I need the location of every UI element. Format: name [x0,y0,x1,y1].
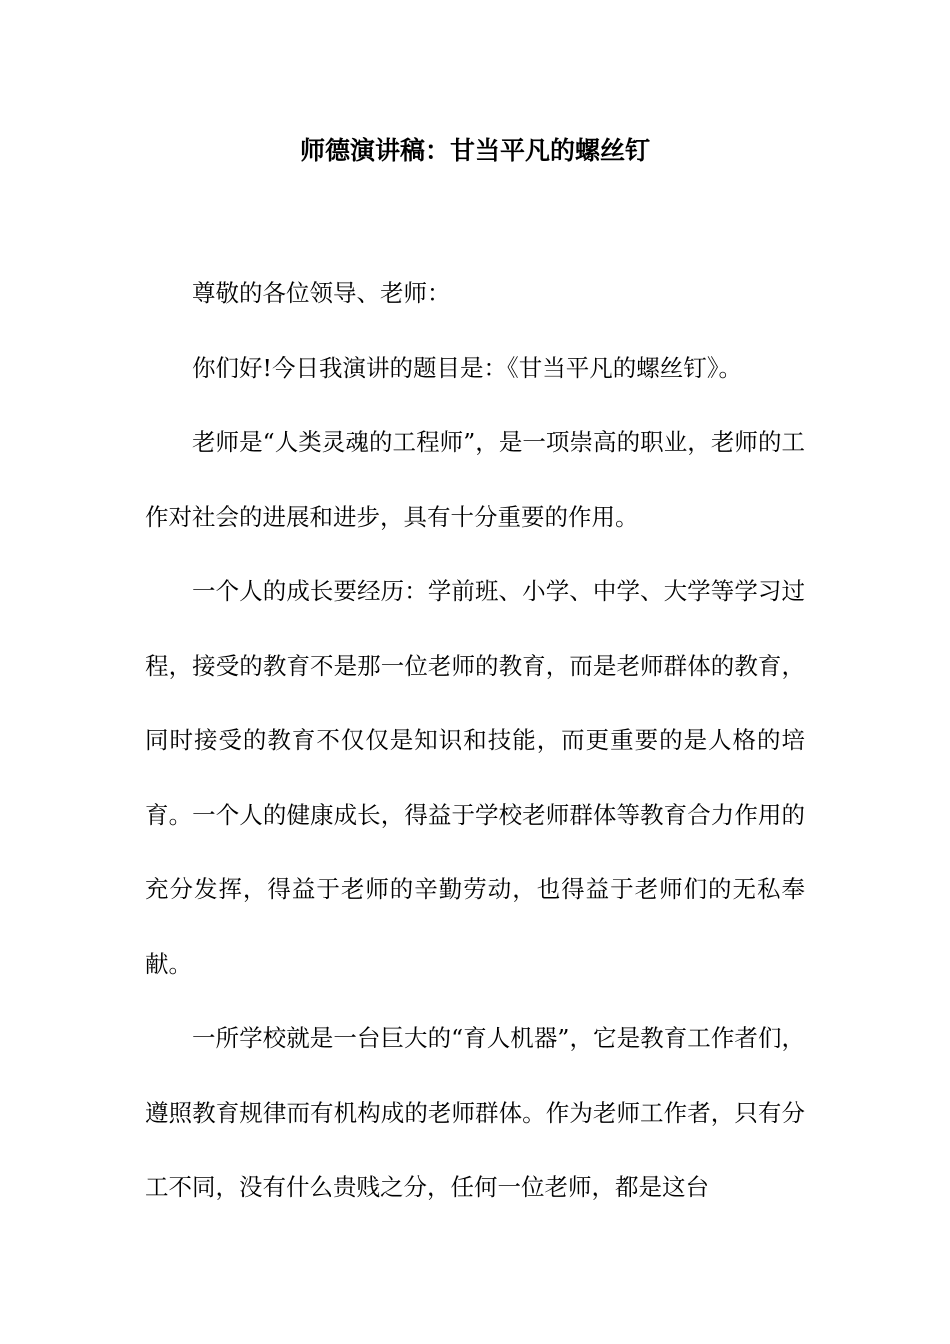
document-body [145,256,805,1225]
paragraph-growth: 一个人的成长要经历：学前班、小学、中学、大学等学习过程，接受的教育不是那一位老师的教育，而是老师群体的教育，同时接受的教育不仅仅是知识和技能，而更重要的是人格的培育。一个人的健康成长，得益于学校老师群体等教育合力作用的充分发挥，得益于老师的辛勤劳动，也得益于老师们的无私奉献。 [145,577,805,978]
paragraph-teacher-role: 老师是“人类灵魂的工程师”，是一项崇高的职业，老师的工作对社会的进展和进步，具有十分重要的作用。 [145,428,805,531]
paragraph-school-machine: 一所学校就是一台巨大的“育人机器”，它是教育工作者们，遵照教育规律而有机构成的老师群体。作为老师工作者，只有分工不同，没有什么贵贱之分，任何一位老师，都是这台 [145,1024,805,1201]
paragraph-salutation: 尊敬的各位领导、老师： [192,279,451,307]
paragraph-greeting: 你们好!今日我演讲的题目是：《甘当平凡的螺丝钉》。 [192,353,742,382]
document-title: 师德演讲稿：甘当平凡的螺丝钉 [299,136,650,165]
